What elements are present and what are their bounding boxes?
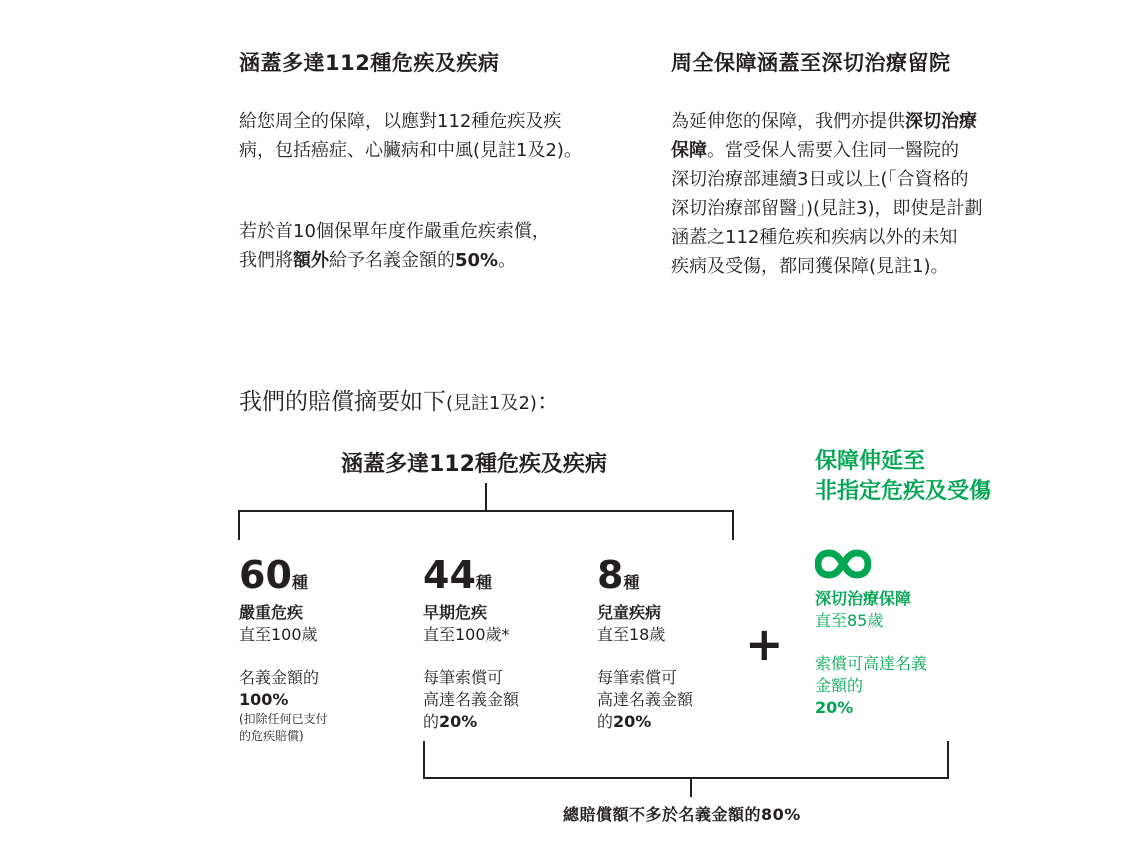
- icu-age: 直至85歲: [815, 611, 884, 630]
- early-age: 直至100歲*: [423, 625, 510, 644]
- early-line1: 每筆索償可: [423, 668, 504, 687]
- bracket-bottom-left: [423, 741, 425, 779]
- bracket-top-left: [238, 510, 240, 540]
- icu-line2: 金額的: [815, 676, 864, 695]
- extended-heading: 保障伸延至 非指定危疾及受傷: [815, 449, 992, 504]
- right-paragraph: 為延伸您的保障，我們亦提供深切治療 保障。當受保人需要入住同一醫院的 深切治療部連續3日或以上(「合資格的 深切治療部留醫」)(見註3)，即使是計劃 涵蓋之112種危疾和疾病以外的未知 疾病及受傷，都同獲保障(見註1)。: [671, 111, 983, 277]
- column-icu: [815, 548, 927, 719]
- bracket-bottom-right: [947, 741, 949, 779]
- child-age: 直至18歲: [597, 625, 666, 644]
- child-line2: 高達名義金額: [597, 690, 694, 709]
- bracket-top-right: [732, 510, 734, 540]
- column-child: [597, 553, 694, 733]
- column-severe: [239, 553, 328, 745]
- column-early: [423, 553, 520, 733]
- severe-title: 嚴重危疾: [239, 603, 304, 622]
- bracket-stem-top: [485, 483, 487, 511]
- severe-sub2: 的危疾賠償): [239, 729, 304, 743]
- early-line2: 高達名義金額: [423, 690, 520, 709]
- severe-percent: 100%: [239, 690, 289, 709]
- bracket-top-horizontal: [238, 510, 734, 512]
- child-count: 8種: [597, 553, 640, 597]
- early-line3: 的20%: [423, 712, 478, 731]
- severe-line1: 名義金額的: [239, 668, 320, 687]
- bracket-stem-bottom: [690, 777, 692, 797]
- severe-count: 60種: [239, 553, 308, 597]
- covered-heading: 涵蓋多達112種危疾及疾病: [341, 452, 607, 477]
- child-line1: 每筆索償可: [597, 668, 678, 687]
- total-cap: 總賠償額不多於名義金額的80%: [563, 805, 801, 824]
- early-title: 早期危疾: [423, 603, 488, 622]
- severe-age: 直至100歲: [239, 625, 318, 644]
- bracket-bottom-horizontal: [423, 777, 949, 779]
- severe-sub1: (扣除任何已支付: [239, 712, 328, 726]
- plus-icon: +: [745, 617, 784, 671]
- icu-percent: 20%: [815, 698, 854, 717]
- summary-intro: 我們的賠償摘要如下(見註1及2)：: [239, 389, 560, 415]
- right-heading: 周全保障涵蓋至深切治療留院: [671, 51, 951, 75]
- early-count: 44種: [423, 553, 492, 597]
- child-title: 兒童疾病: [597, 603, 662, 622]
- icu-title: 深切治療保障: [815, 589, 912, 608]
- left-paragraph-1: 給您周全的保障，以應對112種危疾及疾病，包括癌症、心臟病和中風(見註1及2)。: [239, 111, 582, 161]
- left-heading: 涵蓋多達112種危疾及疾病: [239, 51, 500, 75]
- child-line3: 的20%: [597, 712, 652, 731]
- icu-line1: 索償可高達名義: [815, 654, 928, 673]
- left-paragraph-2: 若於首10個保單年度作嚴重危疾索償， 我們將額外給予名義金額的50%。: [239, 221, 550, 271]
- infinity-icon: [815, 548, 875, 588]
